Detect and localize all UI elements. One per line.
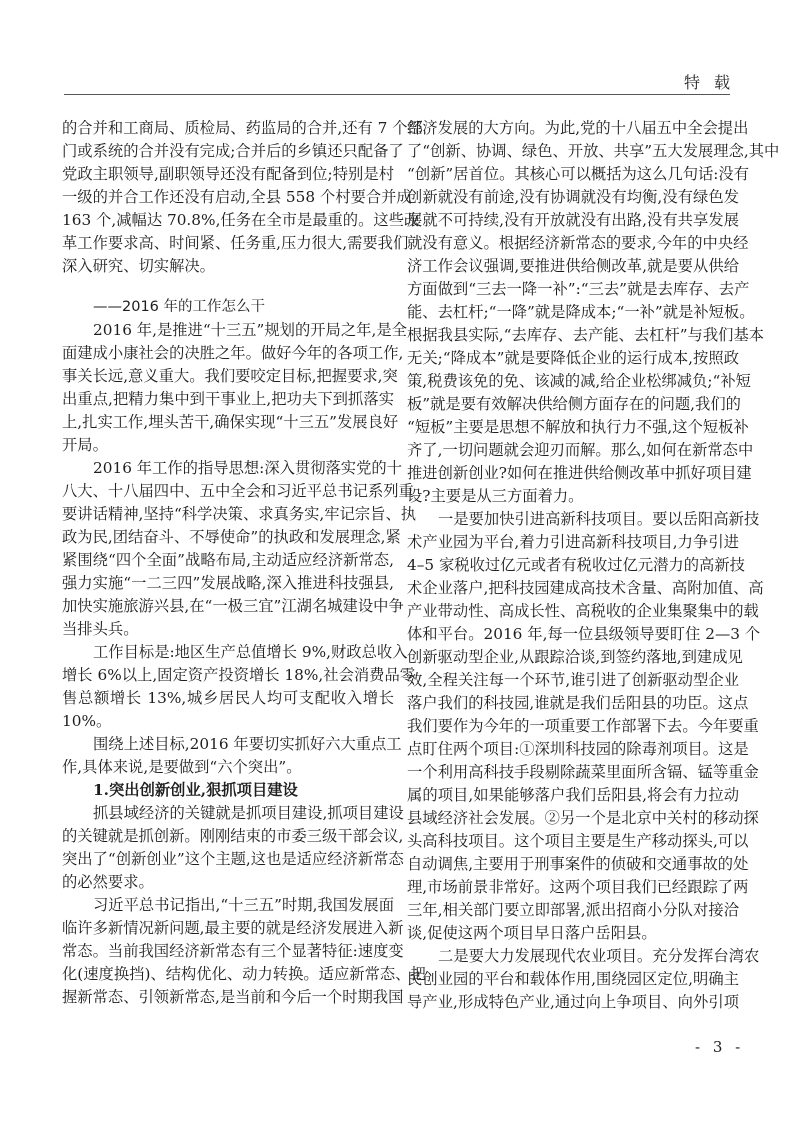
text-line: 方面做到“三去一降一补”:“三去”就是去库存、去产: [407, 280, 750, 298]
text-line: 创新就没有前途,没有协调就没有均衡,没有绿色发: [407, 188, 739, 206]
text-line: 常态。当前我国经济新常态有三个显著特征:速度变: [62, 942, 404, 960]
text-line: 术企业落户,把科技园建成高技术含量、高附加值、高: [407, 579, 764, 597]
text-line: 门或系统的合并没有完成;合并后的乡镇还只配备了: [62, 142, 404, 160]
text-line: 出重点,把精力集中到干事业上,把功夫下到抓落实: [62, 390, 394, 408]
text-line: 就没有意义。根据经济新常态的要求,今年的中央经: [407, 234, 749, 252]
text-line: 经济发展的大方向。为此,党的十八届五中全会提出: [407, 119, 749, 137]
text-line: 的合并和工商局、质检局、药监局的合并,还有 7 个部: [62, 119, 423, 137]
text-line: 突出了“创新创业”这个主题,这也是适应经济新常态: [62, 850, 404, 868]
text-line: 的必然要求。: [62, 873, 154, 891]
text-line: 推进创新创业?如何在推进供给侧改革中抓好项目建: [407, 464, 752, 482]
text-line: 习近平总书记指出,“十三五”时期,我国发展面: [93, 896, 394, 914]
text-line: 围绕上述目标,2016 年要切实抓好六大重点工: [93, 735, 402, 753]
text-line: 县域经济社会发展。②另一个是北京中关村的移动探: [407, 809, 759, 827]
text-line: ——2016 年的工作怎么干: [93, 299, 266, 315]
text-line: 谈,促使这两个项目早日落户岳阳县。: [407, 924, 657, 942]
text-line: 策,税费该免的免、该减的减,给企业松绑减负;“补短: [407, 372, 751, 390]
text-line: 2016 年,是推进“十三五”规划的开局之年,是全: [93, 321, 407, 339]
text-line: 头高科技项目。这个项目主要是生产移动探头,可以: [407, 832, 749, 850]
text-line: 革工作要求高、时间紧、任务重,压力很大,需要我们: [62, 234, 409, 252]
text-line: 术产业园为平台,着力引进高新科技项目,力争引进: [407, 533, 739, 551]
text-line: 导产业,形成特色产业,通过向上争项目、向外引项: [407, 993, 739, 1011]
text-line: 点盯住两个项目:①深圳科技园的除毒剂项目。这是: [407, 740, 749, 758]
text-line: 我们要作为今年的一项重要工作部署下去。今年要重: [407, 717, 759, 735]
text-line: 的关键就是抓创新。刚刚结束的市委三级干部会议,: [62, 827, 404, 845]
text-line: 设?主要是从三方面着力。: [407, 487, 584, 505]
text-line: “短板”主要是思想不解放和执行力不强,这个短板补: [407, 418, 749, 436]
text-line: 八大、十八届四中、五中全会和习近平总书记系列重: [62, 482, 414, 500]
text-line: 根据我县实际,“去库存、去产能、去杠杆”与我们基本: [407, 326, 765, 344]
right-column: [407, 117, 780, 1014]
text-line: 事关长远,意义重大。我们要咬定目标,把握要求,突: [62, 367, 398, 385]
text-line: 临许多新情况新问题,最主要的就是经济发展进入新: [62, 919, 404, 937]
paragraph: [62, 733, 402, 779]
left-column: [62, 117, 426, 1009]
text-line: 抓县域经济的关键就是抓项目建设,抓项目建设: [93, 804, 404, 822]
text-line: 体和平台。2016 年,每一位县级领导要盯住 2—3 个: [407, 625, 761, 643]
text-line: 163 个,减幅达 70.8%,任务在全市是最重的。这些改: [62, 211, 420, 229]
text-line: 展就不可持续,没有开放就没有出路,没有共享发展: [407, 211, 739, 229]
text-line: 效,全程关注每一个环节,谁引进了创新驱动型企业: [407, 671, 739, 689]
text-line: 售总额增长 13%,城乡居民人均可支配收入增长: [62, 689, 394, 707]
paragraph: [407, 117, 780, 508]
text-line: 加快实施旅游兴县,在“一极三宜”江湖名城建设中争: [62, 597, 404, 615]
text-line: 增长 6%以上,固定资产投资增长 18%,社会消费品零: [62, 666, 416, 684]
text-line: 深入研究、切实解决。: [62, 257, 215, 275]
text-line: 上,扎实工作,埋头苦干,确保实现“十三五”发展良好: [62, 413, 399, 431]
text-line: 紧围绕“四个全面”战略布局,主动适应经济新常态,: [62, 551, 394, 569]
text-line: 落户我们的科技园,谁就是我们岳阳县的功臣。这点: [407, 694, 749, 712]
paragraph: [407, 508, 764, 945]
text-line: 1.突出创新创业,狠抓项目建设: [93, 781, 298, 799]
text-line: 面建成小康社会的决胜之年。做好今年的各项工作,: [62, 344, 404, 362]
header-rule: [64, 94, 730, 95]
paragraph: [62, 457, 417, 641]
paragraph: [407, 945, 760, 1014]
text-line: 二是要大力发展现代农业项目。充分发挥台湾农: [438, 947, 760, 965]
text-line: “创新”居首位。其核心可以概括为这么几句话:没有: [407, 165, 750, 183]
paragraph: [62, 319, 407, 457]
text-line: 一级的并合工作还没有启动,全县 558 个村要合并成: [62, 188, 412, 206]
text-line: 一个利用高科技手段剔除蔬菜里面所含镉、锰等重金: [407, 763, 759, 781]
text-line: 握新常态、引领新常态,是当前和今后一个时期我国: [62, 988, 404, 1006]
text-line: 要讲话精神,坚持“科学决策、求真务实,牢记宗旨、执: [62, 505, 417, 523]
text-line: 板”就是要有效解决供给侧方面存在的问题,我们的: [407, 395, 741, 413]
text-line: 开局。: [62, 436, 108, 454]
section-label: 特载: [684, 73, 745, 92]
paragraph: [62, 641, 416, 733]
text-line: 工作目标是:地区生产总值增长 9%,财政总收入: [93, 643, 408, 661]
text-line: 2016 年工作的指导思想:深入贯彻落实党的十: [93, 459, 402, 477]
page-number: - 3 -: [695, 1038, 745, 1056]
text-line: 产业带动性、高成长性、高税收的企业集聚集中的载: [407, 602, 759, 620]
text-line: 作,具体来说,是要做到“六个突出”。: [62, 758, 302, 776]
text-line: 当排头兵。: [62, 620, 139, 638]
text-line: 创新驱动型企业,从跟踪洽谈,到签约落地,到建成见: [407, 648, 743, 666]
text-line: 三年,相关部门要立即部署,派出招商小分队对接洽: [407, 901, 739, 919]
text-line: 强力实施“一二三四”发展战略,深入推进科技强县,: [62, 574, 394, 592]
text-line: 4–5 家税收过亿元或者有税收过亿元潜力的高新技: [407, 556, 745, 574]
text-line: 10%。: [62, 712, 112, 730]
text-line: 理,市场前景非常好。这两个项目我们已经跟踪了两: [407, 878, 749, 896]
text-line: 齐了,一切问题就会迎刃而解。那么,如何在新常态中: [407, 441, 754, 459]
section-heading: [62, 296, 394, 319]
text-line: 政为民,团结奋斗、不辱使命”的执政和发展理念,紧: [62, 528, 401, 546]
paragraph: [62, 894, 426, 1009]
text-line: 党政主职领导,副职领导还没有配备到位;特别是村: [62, 165, 394, 183]
text-line: 自动调焦,主要用于刑事案件的侦破和交通事故的处: [407, 855, 749, 873]
text-line: 无关;“降成本”就是要降低企业的运行成本,按照政: [407, 349, 739, 367]
text-line: 一是要加快引进高新科技项目。要以岳阳高新技: [438, 510, 760, 528]
subsection-heading: [62, 779, 394, 802]
paragraph: [62, 802, 404, 894]
text-line: 民创业园的平台和载体作用,围绕园区定位,明确主: [407, 970, 739, 988]
text-line: 了“创新、协调、绿色、开放、共享”五大发展理念,其中: [407, 142, 780, 160]
text-line: 济工作会议强调,要推进供给侧改革,就是要从供给: [407, 257, 739, 275]
text-line: 属的项目,如果能够落户我们岳阳县,将会有力拉动: [407, 786, 739, 804]
text-line: 化(速度换挡)、结构优化、动力转换。适应新常态、把: [62, 965, 426, 983]
paragraph: [62, 117, 423, 278]
text-line: 能、去杠杆;“一降”就是降成本;“一补”就是补短板。: [407, 303, 755, 321]
